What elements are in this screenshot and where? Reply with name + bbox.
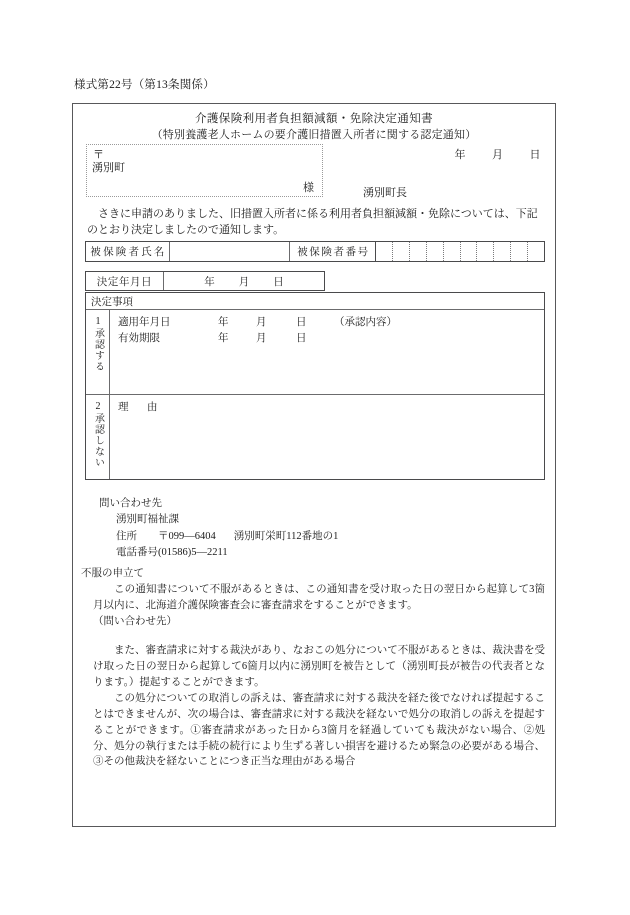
apply-date-month: 月: [256, 317, 267, 328]
approval-apply-date-line: [118, 315, 544, 331]
insured-person-row: [85, 241, 545, 262]
issue-date-month: 月: [492, 149, 504, 161]
insured-name-label: 被保険者氏名: [86, 242, 170, 261]
denial-reason-label: 理 由: [118, 402, 162, 413]
apply-date-day: 日: [296, 317, 307, 328]
decision-date-day: 日: [273, 276, 284, 288]
decision-date-row: [85, 271, 325, 291]
insured-name-input[interactable]: [170, 242, 290, 261]
contact-address-label: 住所: [116, 530, 137, 542]
addressee-box[interactable]: [86, 144, 323, 197]
number-cell[interactable]: [477, 242, 494, 261]
denial-content[interactable]: [110, 395, 544, 479]
notification-form-frame: [72, 103, 556, 827]
decision-date-month: 月: [238, 276, 250, 288]
appeal-title: 不服の申立て: [81, 568, 144, 579]
appeal-paragraph-3: この処分についての取消しの訴えは、審査請求に対する裁決を経た後でなければ提起することはできませんが、次の場合は、審査請求に対する裁決を経ないで処分の取消しの訴えを提起することができます。①審査請求があった日から3箇月を経過していても裁決がない場合、②処分、処分の執行または手続の続行により生ずる著しい損害を避けるため緊急の必要がある場合、③その他裁決を経ないことにつき正当な理由がある場合: [93, 692, 545, 768]
denial-block: [86, 395, 544, 479]
number-cell[interactable]: [376, 242, 393, 261]
issue-date-day: 日: [529, 149, 541, 161]
contact-department: 湧別町福祉課: [116, 514, 179, 526]
approval-expiry-line: [118, 331, 544, 347]
approval-content[interactable]: [110, 310, 544, 394]
number-cell[interactable]: [427, 242, 444, 261]
number-cell[interactable]: [410, 242, 427, 261]
form-number: 様式第22号（第13条関係）: [74, 79, 215, 91]
approval-block: [86, 310, 544, 395]
appeal-paragraph-1: この通知書について不服があるときは、この通知書を受け取った日の翌日から起算して3箇月以内に、北海道介護保険審査会に審査請求をすることができます。: [93, 583, 545, 611]
addressee-town: 湧別町: [92, 162, 125, 174]
decision-items-header: 決定事項: [86, 293, 544, 310]
expiry-year: 年: [218, 332, 229, 344]
contact-title: 問い合わせ先: [99, 498, 162, 509]
postal-mark-icon: 〒: [93, 149, 104, 161]
appeal-contact-note: （問い合わせ先）: [93, 615, 177, 627]
number-cell[interactable]: [444, 242, 461, 261]
contact-address-line: [99, 529, 338, 545]
intro-paragraph: さきに申請のありました、旧措置入所者に係る利用者負担額減額・免除については、下記のとおり決定しましたので通知します。: [87, 208, 538, 236]
document-title: 介護保険利用者負担額減額・免除決定通知書: [195, 113, 433, 125]
contact-postal-code: 〒099—6404: [158, 530, 216, 542]
apply-date-label: 適用年月日: [118, 317, 171, 328]
number-cell[interactable]: [494, 242, 511, 261]
approval-vertical-label: 1承認する: [86, 310, 110, 394]
decision-date-input[interactable]: [164, 272, 324, 290]
contact-block: [99, 496, 338, 561]
number-cell[interactable]: [393, 242, 410, 261]
decision-items-box: [85, 292, 545, 480]
document-subtitle: （特別養護老人ホームの要介護旧措置入所者に関する認定通知）: [151, 129, 477, 141]
number-cell[interactable]: [511, 242, 528, 261]
expiry-label: 有効期限: [118, 332, 160, 344]
contact-phone: 電話番号(01586)5—2211: [116, 546, 228, 558]
insured-number-label: 被保険者番号: [290, 242, 376, 261]
decision-date-label: 決定年月日: [86, 272, 164, 290]
insured-number-input[interactable]: [376, 242, 544, 261]
contact-address-value: 湧別町栄町112番地の1: [233, 530, 339, 542]
denial-vertical-label: 2承認しない: [86, 395, 110, 479]
appeal-section: [81, 566, 551, 770]
addressee-honorific: 様: [303, 182, 314, 194]
expiry-month: 月: [256, 332, 267, 344]
issue-date-year: 年: [454, 149, 466, 161]
issuer-name: 湧別町長: [363, 187, 407, 199]
decision-date-year: 年: [204, 276, 215, 288]
approval-content-note: （承認内容）: [334, 317, 397, 328]
apply-date-year: 年: [218, 317, 229, 328]
expiry-day: 日: [296, 332, 307, 344]
issue-date[interactable]: [455, 146, 542, 162]
number-cell[interactable]: [461, 242, 478, 261]
number-cell[interactable]: [528, 242, 544, 261]
appeal-paragraph-2: また、審査請求に対する裁決があり、なおこの処分について不服があるときは、裁決書を受け取った日の翌日から起算して6箇月以内に湧別町を被告として（湧別町長が被告の代表者となります。）提起することができます。: [93, 644, 545, 688]
